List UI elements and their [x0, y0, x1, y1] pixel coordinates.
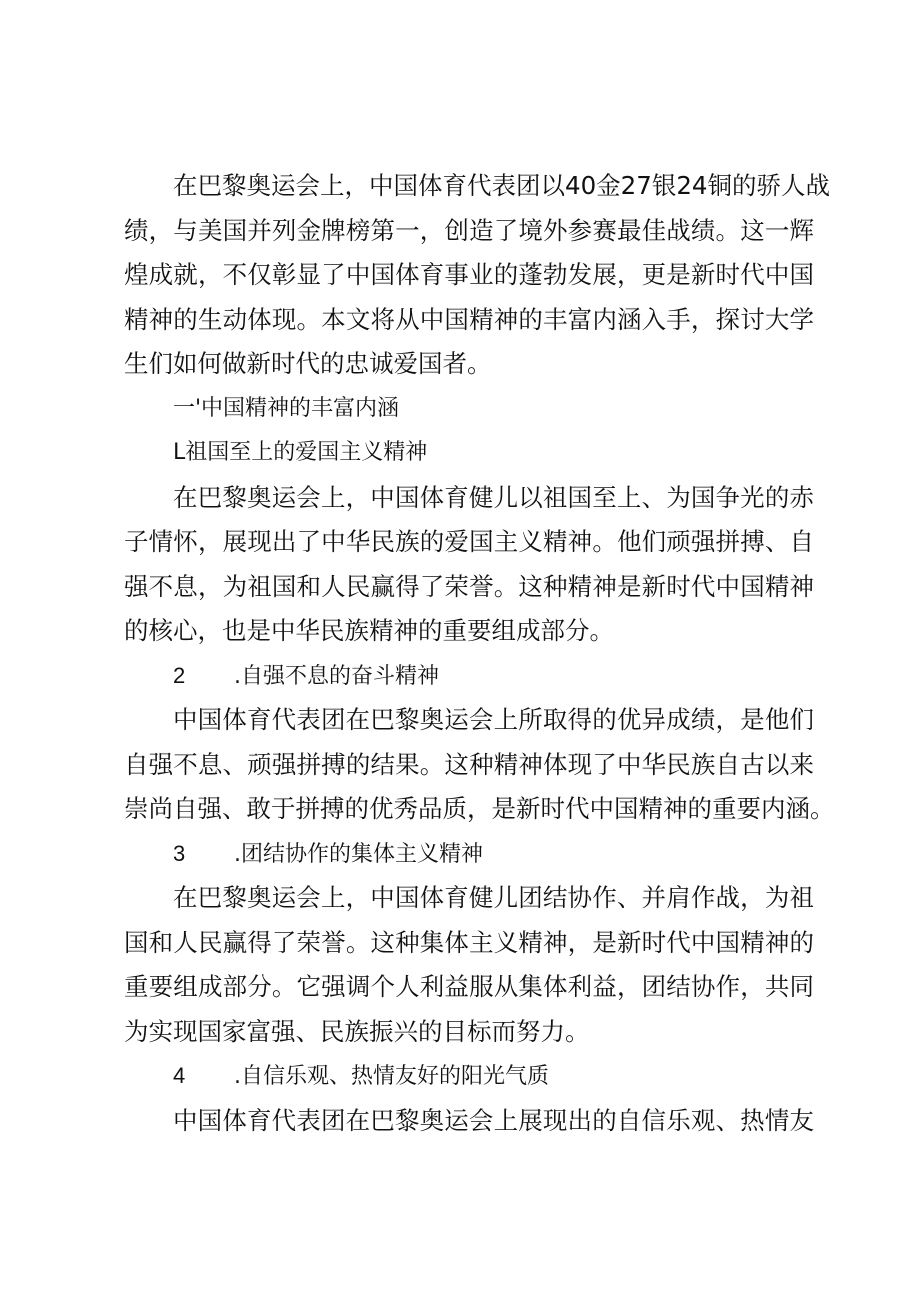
- item-1-title: L祖国至上的爱国主义精神: [173, 440, 428, 465]
- paragraph-1-line-1: 在巴黎奥运会上，中国体育代表团以40金27银24铜的骄人战: [173, 171, 831, 200]
- paragraph-1-line-4: 精神的生动体现。本文将从中国精神的丰富内涵入手，探讨大学: [124, 304, 814, 334]
- item-4-number: 4: [173, 1063, 186, 1088]
- paragraph-2-line-3: 强不息，为祖国和人民赢得了荣誉。这种精神是新时代中国精神: [124, 571, 814, 601]
- paragraph-5-line-1: 中国体育代表团在巴黎奥运会上展现出的自信乐观、热情友: [173, 1105, 814, 1135]
- paragraph-2-line-2: 子情怀，展现出了中华民族的爱国主义精神。他们顽强拼搏、自: [124, 527, 814, 556]
- item-2-heading: [124, 654, 814, 699]
- document-body: [124, 164, 835, 1143]
- section-1-title: 一'中国精神的丰富内涵: [173, 395, 400, 421]
- paragraph-2-line-1: 在巴黎奥运会上，中国体育健儿以祖国至上、为国争光的赤: [173, 482, 814, 512]
- paragraph-2-line-4: 的核心，也是中华民族精神的重要组成部分。: [124, 616, 614, 645]
- item-2-title: .自强不息的奋斗精神: [234, 663, 439, 689]
- paragraph-4-line-2: 国和人民赢得了荣誉。这种集体主义精神，是新时代中国精神的: [124, 927, 814, 957]
- item-3-number: 3: [173, 840, 186, 866]
- paragraph-3-line-2: 自强不息、顽强拼搏的结果。这种精神体现了中华民族自古以来: [124, 749, 814, 779]
- paragraph-1-line-5: 生们如何做新时代的忠诚爱国者。: [124, 349, 492, 378]
- paragraph-4-line-1: 在巴黎奥运会上，中国体育健儿团结协作、并肩作战，为祖: [173, 883, 814, 912]
- paragraph-3-line-3: 崇尚自强、敢于拼搏的优秀品质，是新时代中国精神的重要内涵。: [124, 794, 835, 823]
- paragraph-4-line-4: 为实现国家富强、民族振兴的目标而努力。: [124, 1016, 590, 1046]
- item-3-title: .团结协作的集体主义精神: [234, 841, 483, 867]
- paragraph-4-line-3: 重要组成部分。它强调个人利益服从集体利益，团结协作，共同: [124, 972, 814, 1001]
- item-3-heading: [124, 832, 814, 877]
- item-4-heading: [124, 1054, 814, 1099]
- paragraph-1-line-2: 绩，与美国并列金牌榜第一，创造了境外参赛最佳战绩。这一辉: [124, 215, 814, 245]
- item-2-number: 2: [173, 662, 186, 688]
- paragraph-1-line-3: 煌成就，不仅彰显了中国体育事业的蓬勃发展，更是新时代中国: [124, 260, 814, 289]
- item-4-title: .自信乐观、热情友好的阳光气质: [234, 1064, 549, 1089]
- paragraph-3-line-1: 中国体育代表团在巴黎奥运会上所取得的优异成绩，是他们: [173, 705, 814, 734]
